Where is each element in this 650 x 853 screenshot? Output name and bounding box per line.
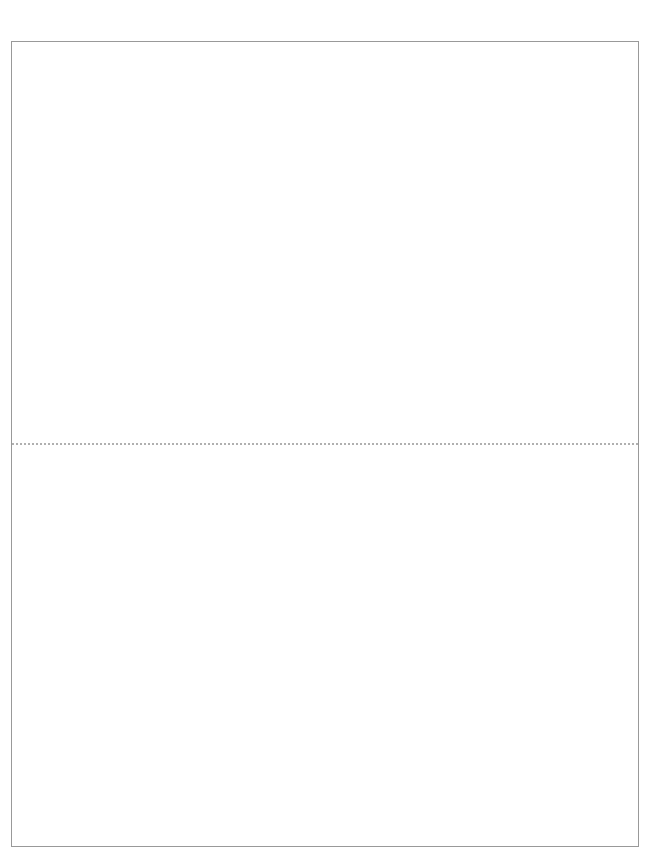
charts-container: [11, 41, 639, 847]
chart-canvas-20C: [82, 46, 562, 434]
dashed-divider: [12, 443, 638, 445]
chart-4-68-20C: [82, 46, 562, 434]
chart-canvas-16C: [82, 459, 562, 847]
chart-4-68-16C: [82, 459, 562, 847]
